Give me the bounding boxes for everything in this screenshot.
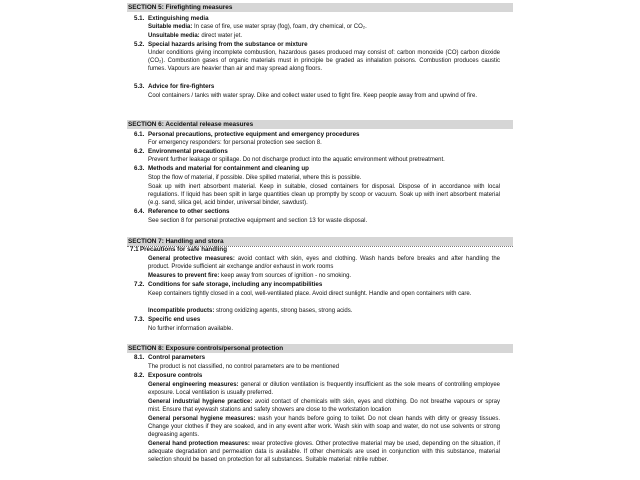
section-7-header: SECTION 7: Handling and stora: [127, 237, 513, 246]
industrial-hygiene-label: General industrial hygiene practice:: [148, 399, 253, 405]
section-8-header: SECTION 8: Exposure controls/personal protection: [127, 344, 513, 353]
personal-hygiene-text: wash your hands before going to toilet. Do not clean hands with dirty or greasy tissues. Change your clothes if they are soaked, and in any event after work. Wash skin with soap and water, do not use solvents or strong degreasing agents.: [148, 416, 500, 438]
subsection-number: 6.1.: [134, 131, 145, 138]
subsection-title: Environmental precautions: [148, 148, 228, 155]
subsection-number: 5.2.: [134, 41, 145, 48]
prevent-fire-text: keep away from sources of ignition - no smoking.: [219, 273, 352, 279]
subsection-title: Exposure controls: [148, 372, 203, 379]
general-protective-label: General protective measures:: [148, 256, 235, 262]
engineering-measures-text: general or dilution ventilation is frequently insufficient as the sole means of controlling employee exposure. Local ventilation is usually preferred.: [148, 382, 501, 396]
incompatible-products-line: [148, 307, 500, 315]
engineering-measures-label: General engineering measures:: [148, 382, 239, 388]
subsection-number: 7.3.: [134, 316, 145, 323]
subsection-title: Specific end uses: [148, 316, 201, 323]
subsection-number: 5.1.: [134, 15, 145, 22]
subsection-number: 8.1.: [134, 354, 145, 361]
reference-sections-text: See section 8 for personal protective equipment and section 13 for waste disposal.: [148, 218, 368, 224]
subsection-number: 6.3.: [134, 165, 145, 172]
subsection-8-2-heading: [134, 372, 202, 380]
hand-protection-text: wear protective gloves. Other protective material may be used, depending on the situation, if adequate degradation and permeation data is available. If other chemicals are used in conjunction with this substance, material selection should be based on protection for all substances. Suitable material: nitrile rubber.: [148, 441, 501, 463]
subsection-title: Extinguishing media: [148, 15, 209, 22]
subsection-title: Control parameters: [148, 354, 206, 361]
containment-text-2: Soak up with inert absorbent material. Keep in suitable, closed containers for disposal. Dispose of in accordance with local regulations. If liquid has been spilt in large quantities clean up promptly by scoop or vacuum. Soak up with inert absorbent material (e.g. sand, silica gel, acid binder, universal binder, sawdust).: [148, 184, 500, 206]
subsection-5-2-heading: [134, 41, 308, 49]
industrial-hygiene-text: avoid contact of chemicals with skin, eyes and clothing. Do not breathe vapours or spray mist. Ensure that eyewash stations and safety showers are close to the workstation location: [148, 399, 500, 413]
subsection-6-1-heading: [134, 131, 359, 139]
engineering-measures: [148, 381, 500, 397]
subsection-number: 6.4.: [134, 208, 145, 215]
subsection-7-2-heading: [134, 281, 322, 289]
subsection-number: 7.2.: [134, 281, 145, 288]
firefighter-advice-text: Cool containers / tanks with water spray. Dike and collect water used to fight fire. Keep people away from and upwind of fire.: [148, 93, 478, 99]
subsection-number: 5.3.: [134, 83, 145, 90]
storage-conditions-text: Keep containers tightly closed in a cool, well-ventilated place. Avoid direct sunlight. Handle and open containers with care.: [148, 291, 472, 297]
subsection-title: Personal precautions, protective equipment and emergency procedures: [148, 131, 360, 138]
subsection-title: Methods and material for containment and cleaning up: [148, 165, 309, 172]
subsection-6-4-heading: [134, 208, 230, 216]
specific-end-uses-text: No further information available.: [148, 326, 234, 332]
control-parameters-text: The product is not classified, no control parameters are to be mentioned: [148, 364, 340, 370]
subsection-6-2-heading: [134, 148, 228, 156]
incompatible-products-label: Incompatible products:: [148, 308, 215, 314]
subsection-title: Precautions for safe handling: [140, 246, 227, 253]
unsuitable-media-line: [148, 32, 500, 40]
special-hazards-text: Under conditions giving incomplete combustion, hazardous gases produced may consist of: carbon monoxide (CO) carbon dioxide (CO₂). Combustion gases of organic materials must in principle be graded as inhalation poisons. Combustion produces caustic fumes. Vapours are heavier than air and may spread along floors.: [148, 50, 500, 72]
section-6-header: SECTION 6: Accidental release measures: [127, 120, 513, 129]
subsection-6-3-heading: [134, 165, 309, 173]
suitable-media-text: In case of fire, use water spray (fog), foam, dry chemical, or CO₂.: [192, 24, 367, 30]
unsuitable-media-text: direct water jet.: [199, 33, 243, 39]
subsection-title: Conditions for safe storage, including any incompatibilities: [148, 281, 323, 288]
industrial-hygiene-practice: [148, 398, 500, 414]
prevent-fire-label: Measures to prevent fire:: [148, 273, 220, 279]
hand-protection-measures: [148, 440, 500, 464]
subsection-number: 6.2.: [134, 148, 145, 155]
prevent-fire-line: [148, 272, 500, 280]
subsection-title: Special hazards arising from the substance or mixture: [148, 41, 308, 48]
suitable-media-label: Suitable media:: [148, 24, 193, 30]
containment-text-1: Stop the flow of material, if possible. Dike spilled material, where this is possible.: [148, 175, 362, 181]
subsection-number: 7.1: [130, 246, 139, 253]
hand-protection-label: General hand protection measures:: [148, 441, 250, 447]
section-5-header: SECTION 5: Firefighting measures: [127, 3, 513, 12]
subsection-7-3-heading: [134, 316, 200, 324]
general-protective-text: avoid contact with skin, eyes and clothing. Wash hands before breaks and after handling the product. Provide sufficient air exchange and/or exhaust in work rooms: [148, 256, 500, 270]
subsection-8-1-heading: [134, 354, 205, 362]
personal-hygiene-measures: [148, 415, 500, 439]
suitable-media-line: [148, 23, 500, 31]
emergency-responders-text: For emergency responders: for personal protection see section 8.: [148, 140, 322, 146]
subsection-title: Advice for fire-fighters: [148, 83, 215, 90]
general-protective-measures: [148, 255, 500, 271]
personal-hygiene-label: General personal hygiene measures:: [148, 416, 256, 422]
incompatible-products-text: strong oxidizing agents, strong bases, strong acids.: [214, 308, 353, 314]
unsuitable-media-label: Unsuitable media:: [148, 33, 200, 39]
subsection-7-1-heading: [130, 246, 227, 254]
environmental-precautions-text: Prevent further leakage or spillage. Do not discharge product into the aquatic environment without pretreatment.: [148, 157, 445, 163]
subsection-5-1-heading: [134, 15, 209, 23]
subsection-5-3-heading: [134, 83, 214, 91]
subsection-number: 8.2.: [134, 372, 145, 379]
subsection-title: Reference to other sections: [148, 208, 230, 215]
